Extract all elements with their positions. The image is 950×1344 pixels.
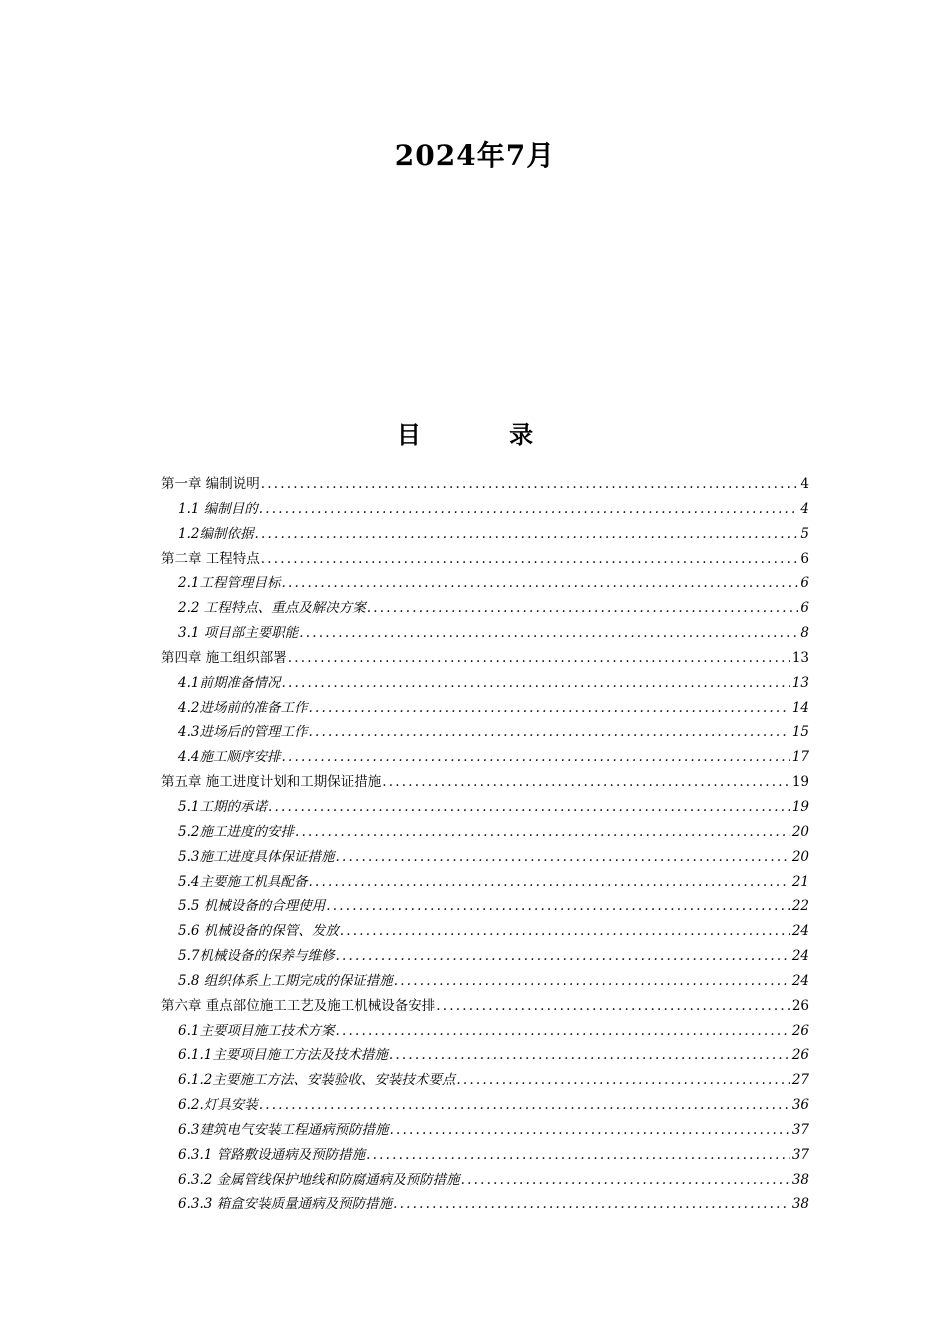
toc-entry-text: 6.3.3 箱盒安装质量通病及预防措施 <box>178 1196 393 1213</box>
toc-dot-leader <box>335 1019 789 1044</box>
toc-page-number: 38 <box>791 1171 809 1188</box>
toc-dot-leader <box>335 944 789 969</box>
toc-page-number: 6 <box>800 575 809 592</box>
toc-dot-leader <box>281 671 789 696</box>
toc-section-entry[interactable] <box>161 1118 809 1143</box>
toc-page-number: 26 <box>791 1047 809 1064</box>
toc-entry-text: 4.1前期准备情况 <box>178 674 281 691</box>
toc-dot-leader <box>281 571 798 596</box>
toc-entry-text: 1.2编制依据 <box>178 525 254 542</box>
toc-page-number: 36 <box>791 1097 809 1114</box>
toc-entry-text: 2.1工程管理目标 <box>178 575 281 592</box>
toc-section-entry[interactable] <box>161 596 809 621</box>
toc-dot-leader <box>254 522 798 547</box>
toc-page-number: 14 <box>791 699 809 716</box>
toc-section-entry[interactable] <box>161 944 809 969</box>
toc-entry-text: 第一章 编制说明 <box>161 476 260 492</box>
toc-dot-leader <box>259 1093 790 1118</box>
toc-dot-leader <box>295 820 790 845</box>
toc-section-entry[interactable] <box>161 1143 809 1168</box>
toc-section-entry[interactable] <box>161 522 809 547</box>
toc-chapter-entry[interactable] <box>161 547 809 572</box>
toc-entry-text: 5.2施工进度的安排 <box>178 823 294 840</box>
toc-page-number: 17 <box>791 749 809 766</box>
toc-entry-text: 6.1主要项目施工技术方案 <box>178 1022 335 1039</box>
toc-section-entry[interactable] <box>161 497 809 522</box>
toc-page-number: 19 <box>791 798 809 815</box>
toc-page-number: 4 <box>800 476 809 492</box>
toc-chapter-entry[interactable] <box>161 770 809 795</box>
toc-dot-leader <box>335 845 789 870</box>
toc-entry-text: 第二章 工程特点 <box>161 550 260 567</box>
toc-section-entry[interactable] <box>161 1019 809 1044</box>
toc-dot-leader <box>299 621 798 646</box>
toc-entry-text: 5.6 机械设备的保管、发放 <box>178 923 339 940</box>
toc-dot-leader <box>268 795 790 820</box>
toc-entry-text: 第四章 施工组织部署 <box>161 649 287 666</box>
toc-dot-leader <box>367 596 799 621</box>
toc-page-number: 19 <box>791 774 809 791</box>
toc-page-number: 8 <box>800 625 809 642</box>
toc-page-number: 22 <box>791 898 809 915</box>
toc-dot-leader <box>259 497 799 522</box>
toc-dot-leader <box>436 994 790 1019</box>
toc-section-entry[interactable] <box>161 696 809 721</box>
toc-page-number: 6 <box>800 550 809 567</box>
toc-page-number: 24 <box>791 923 809 940</box>
toc-section-entry[interactable] <box>161 894 809 919</box>
toc-entry-text: 3.1 项目部主要职能 <box>178 625 299 642</box>
toc-page-number: 24 <box>791 972 809 989</box>
toc-section-entry[interactable] <box>161 1168 809 1193</box>
toc-section-entry[interactable] <box>161 845 809 870</box>
toc-page-number: 37 <box>791 1146 809 1163</box>
toc-page-number: 26 <box>791 1022 809 1039</box>
toc-page-number: 13 <box>791 674 809 691</box>
toc-entry-text: 第五章 施工进度计划和工期保证措施 <box>161 774 382 791</box>
toc-section-entry[interactable] <box>161 919 809 944</box>
toc-dot-leader <box>394 969 790 994</box>
toc-section-entry[interactable] <box>161 795 809 820</box>
toc-chapter-entry[interactable] <box>161 646 809 671</box>
toc-section-entry[interactable] <box>161 1192 809 1217</box>
toc-dot-leader <box>261 547 799 572</box>
toc-page-number: 15 <box>791 724 809 741</box>
toc-entry-text: 6.3建筑电气安装工程通病预防措施 <box>178 1121 389 1138</box>
toc-entry-text: 6.2.灯具安装 <box>178 1097 258 1114</box>
toc-dot-leader <box>308 696 789 721</box>
toc-dot-leader <box>461 1168 790 1193</box>
toc-dot-leader <box>326 894 790 919</box>
toc-entry-text: 5.1工期的承诺 <box>178 798 267 815</box>
toc-page-number: 4 <box>800 500 809 517</box>
toc-section-entry[interactable] <box>161 1093 809 1118</box>
toc-page-number: 13 <box>791 649 809 666</box>
toc-page-number: 26 <box>791 997 809 1014</box>
toc-section-entry[interactable] <box>161 870 809 895</box>
toc-dot-leader <box>308 870 789 895</box>
toc-entry-text: 5.4主要施工机具配备 <box>178 873 308 890</box>
toc-entry-text: 5.7机械设备的保养与维修 <box>178 948 335 965</box>
toc-dot-leader <box>261 472 799 497</box>
toc-section-entry[interactable] <box>161 720 809 745</box>
toc-entry-text: 1.1 编制目的 <box>178 500 258 517</box>
toc-dot-leader <box>366 1143 790 1168</box>
toc-page-number: 21 <box>791 873 809 890</box>
toc-entry-text: 4.4施工顺序安排 <box>178 749 281 766</box>
toc-entry-text: 5.5 机械设备的合理使用 <box>178 898 326 915</box>
toc-page-number: 37 <box>791 1121 809 1138</box>
toc-entry-text: 4.3进场后的管理工作 <box>178 724 308 741</box>
toc-entry-text: 6.3.2 金属管线保护地线和防腐通病及预防措施 <box>178 1171 460 1188</box>
table-of-contents <box>161 472 809 1217</box>
toc-dot-leader <box>389 1043 790 1068</box>
toc-chapter-entry[interactable] <box>161 994 809 1019</box>
toc-section-entry[interactable] <box>161 621 809 646</box>
toc-section-entry[interactable] <box>161 745 809 770</box>
toc-page-number: 24 <box>791 948 809 965</box>
toc-dot-leader <box>456 1068 789 1093</box>
toc-section-entry[interactable] <box>161 820 809 845</box>
toc-page-number: 38 <box>791 1196 809 1213</box>
toc-entry-text: 6.1.2主要施工方法、安装验收、安装技术要点 <box>178 1072 456 1089</box>
cover-date: 2024年7月 <box>394 139 556 172</box>
toc-entry-text: 6.1.1主要项目施工方法及技术措施 <box>178 1047 388 1064</box>
toc-entry-text: 6.3.1 管路敷设通病及预防措施 <box>178 1146 366 1163</box>
toc-chapter-entry[interactable] <box>161 472 809 497</box>
toc-section-entry[interactable] <box>161 969 809 994</box>
toc-dot-leader <box>281 745 789 770</box>
toc-entry-text: 第六章 重点部位施工工艺及施工机械设备安排 <box>161 997 436 1014</box>
toc-dot-leader <box>340 919 790 944</box>
toc-section-entry[interactable] <box>161 671 809 696</box>
toc-dot-leader <box>393 1192 790 1217</box>
toc-dot-leader <box>288 646 790 671</box>
toc-page-number: 27 <box>791 1072 809 1089</box>
toc-dot-leader <box>389 1118 789 1143</box>
toc-page-number: 6 <box>800 600 809 617</box>
toc-page-number: 20 <box>791 848 809 865</box>
toc-page-number: 20 <box>791 823 809 840</box>
toc-dot-leader <box>382 770 790 795</box>
toc-entry-text: 2.2 工程特点、重点及解决方案 <box>178 600 366 617</box>
toc-entry-text: 5.8 组织体系上工期完成的保证措施 <box>178 972 393 989</box>
toc-dot-leader <box>308 720 789 745</box>
toc-section-entry[interactable] <box>161 571 809 596</box>
toc-entry-text: 5.3施工进度具体保证措施 <box>178 848 335 865</box>
toc-title: 目 录 <box>396 420 574 449</box>
toc-section-entry[interactable] <box>161 1043 809 1068</box>
toc-entry-text: 4.2进场前的准备工作 <box>178 699 308 716</box>
toc-section-entry[interactable] <box>161 1068 809 1093</box>
toc-page-number: 5 <box>800 525 809 542</box>
